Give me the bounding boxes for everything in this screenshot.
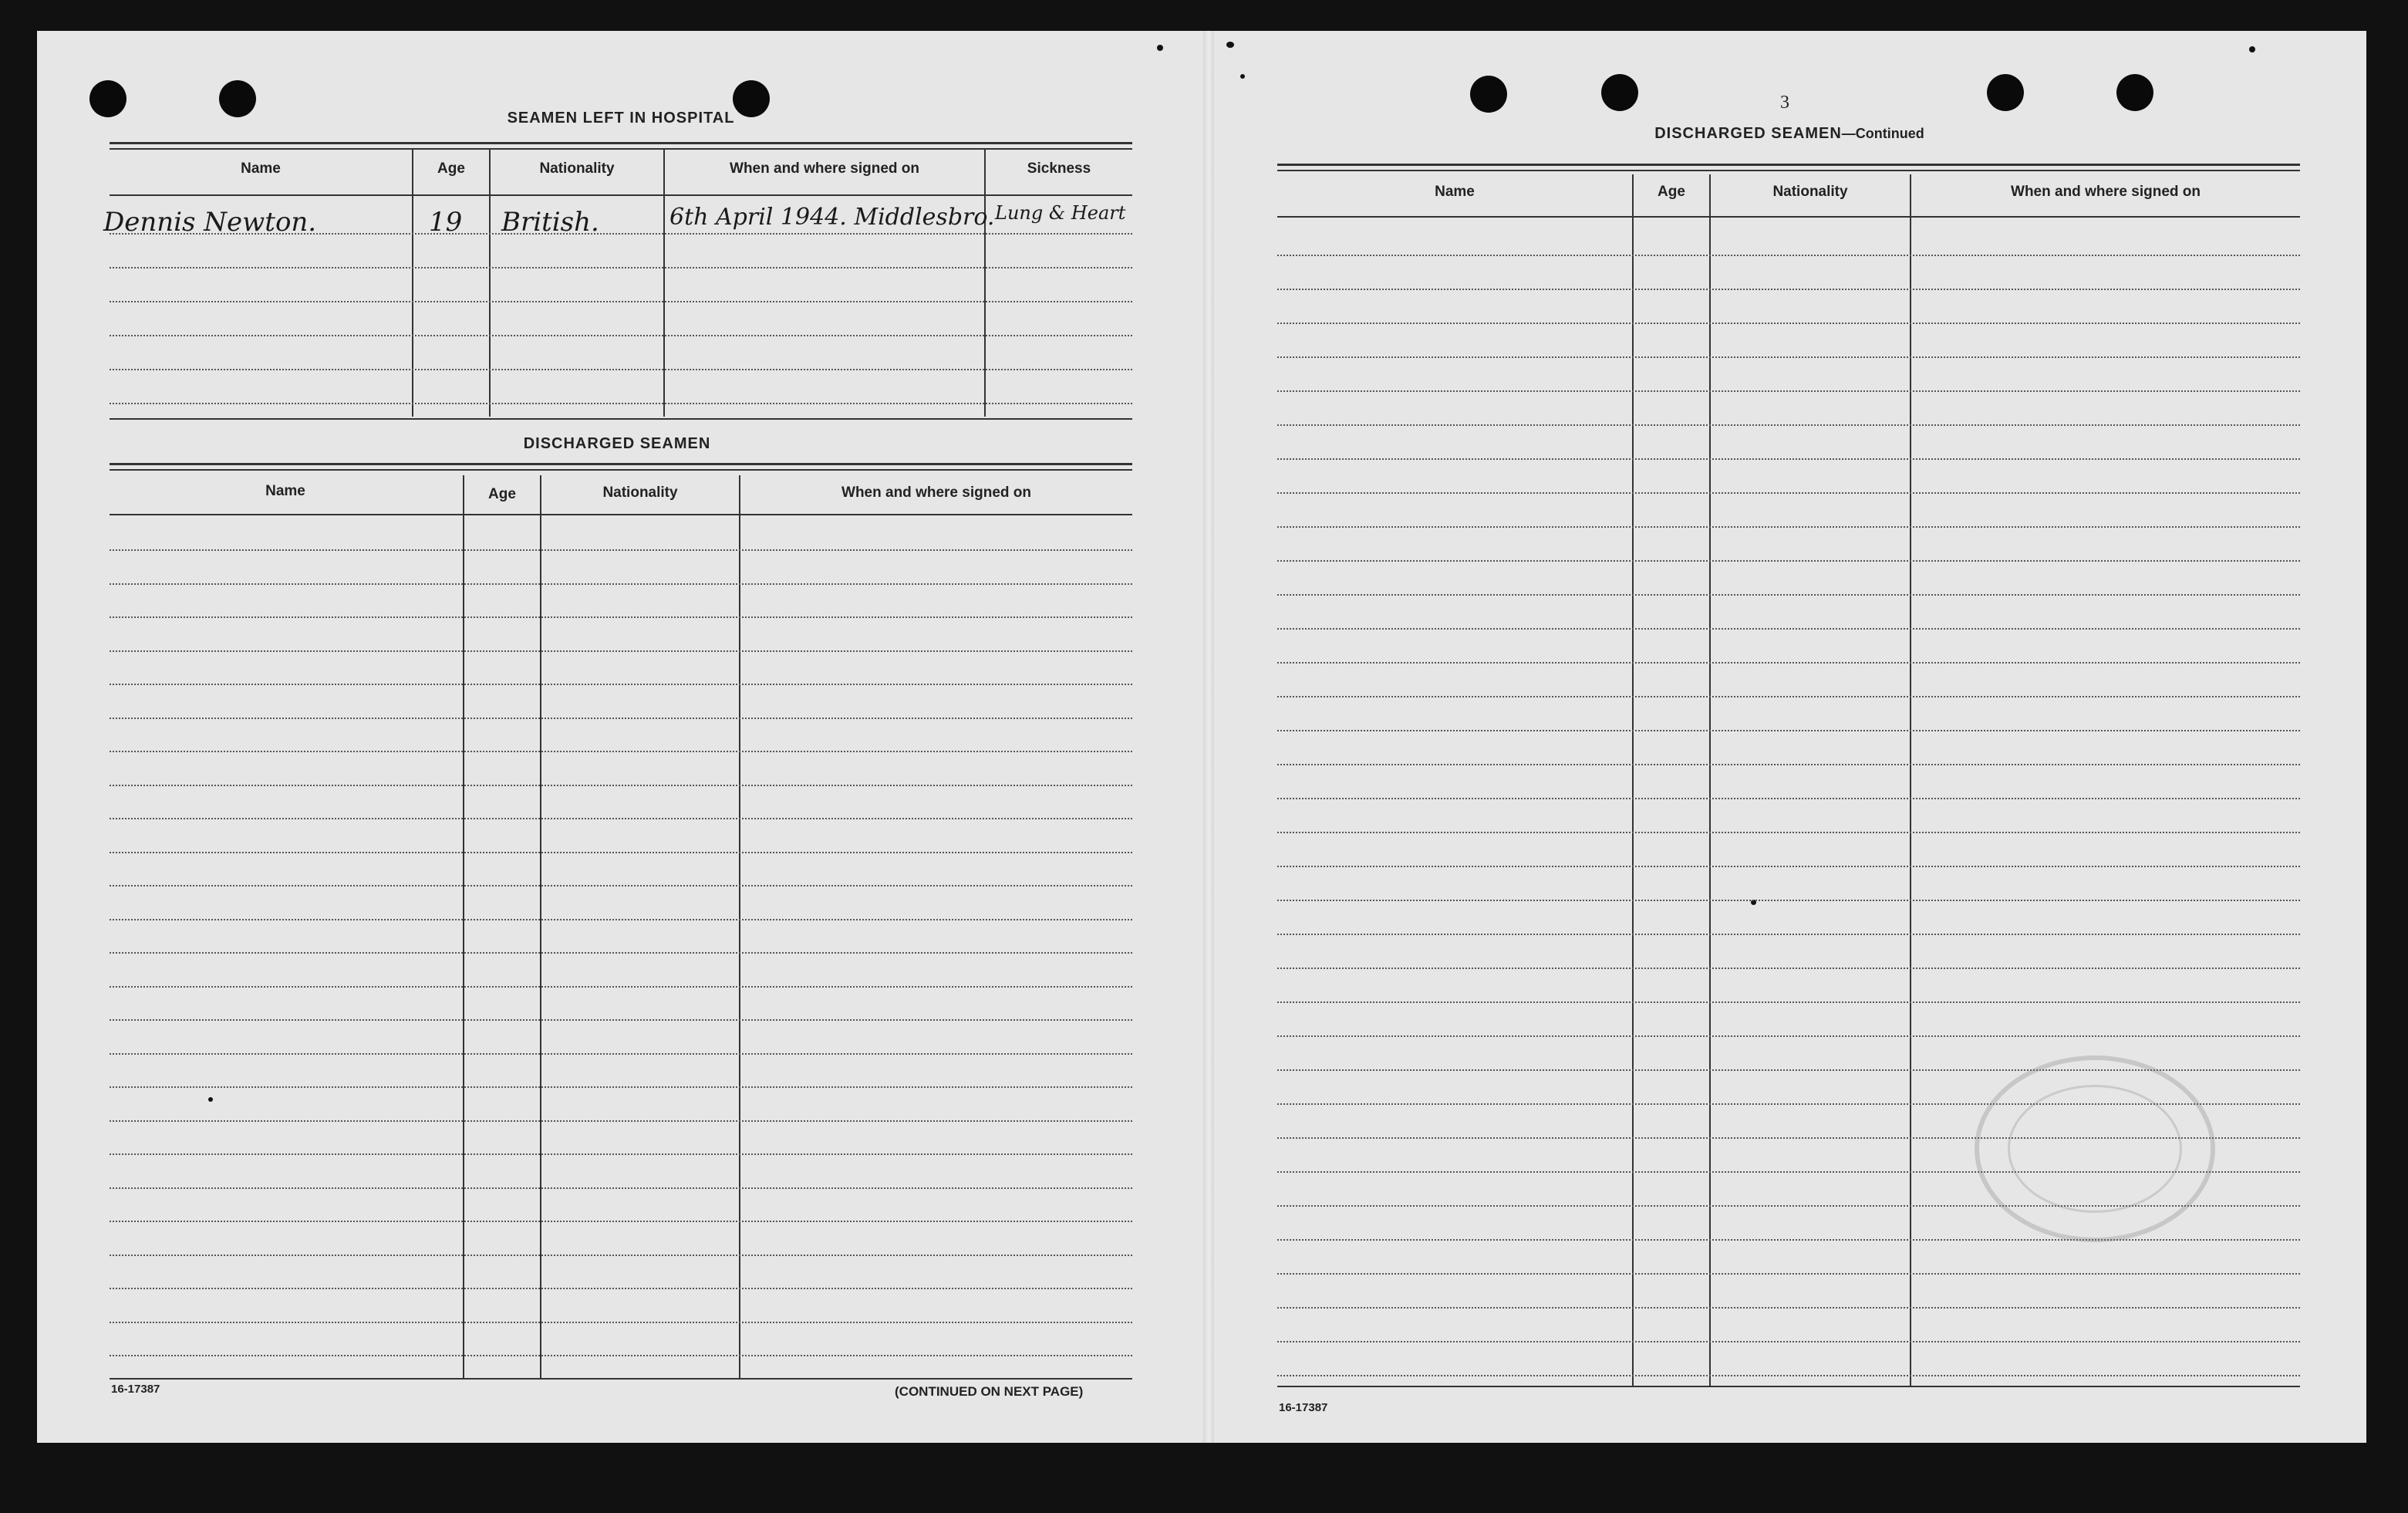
table-row-line — [1277, 424, 2300, 426]
hospital-table-bottom-rule — [110, 418, 1132, 420]
table-row-line — [1277, 492, 2300, 494]
discharged-table-top-rule — [110, 469, 1132, 471]
table-row-line — [110, 751, 1132, 752]
right-table-top-rule — [1277, 164, 2300, 166]
hospital-section-title: SEAMEN LEFT IN HOSPITAL — [507, 110, 735, 127]
hospital-header-sickness: Sickness — [1027, 160, 1091, 177]
table-row-line — [1277, 1307, 2300, 1309]
faded-stamp — [1975, 1055, 2215, 1242]
table-row-line — [1277, 594, 2300, 596]
faded-stamp-inner — [2008, 1085, 2182, 1213]
punch-hole — [2116, 74, 2153, 111]
speck — [2249, 46, 2255, 52]
hospital-header-age: Age — [437, 160, 465, 177]
table-row-line — [1277, 1273, 2300, 1275]
right-table-top-rule — [1277, 170, 2300, 171]
table-row-line — [110, 818, 1132, 819]
table-row-line — [1277, 968, 2300, 969]
speck — [1226, 42, 1234, 48]
table-row-line — [1277, 560, 2300, 562]
table-row-line — [110, 919, 1132, 920]
table-row-line — [110, 616, 1132, 618]
discharged-header-signed-on: When and where signed on — [841, 485, 1031, 501]
form-number-right: 16-17387 — [1279, 1401, 1328, 1414]
hospital-table-top-rule — [110, 142, 1132, 144]
punch-hole — [89, 80, 126, 117]
punch-hole — [1601, 74, 1638, 111]
table-row-line — [1277, 255, 2300, 256]
table-row-line — [1277, 1239, 2300, 1241]
table-row-line — [1277, 730, 2300, 731]
table-row-line — [110, 369, 1132, 370]
discharged-header-name: Name — [265, 483, 305, 499]
left-page — [37, 31, 1209, 1443]
table-row-line — [1277, 356, 2300, 358]
table-row-line — [110, 1153, 1132, 1155]
speck — [208, 1097, 213, 1102]
right-section-title — [1627, 125, 1951, 143]
punch-hole — [1987, 74, 2024, 111]
table-row-line — [1277, 628, 2300, 630]
table-row-line — [1277, 458, 2300, 460]
right-header-signed-on: When and where signed on — [2011, 184, 2201, 200]
table-row-line — [1277, 323, 2300, 324]
right-header-age: Age — [1658, 184, 1685, 200]
hospital-col-divider — [984, 148, 986, 417]
table-row-line — [110, 1187, 1132, 1189]
discharged-col-divider — [540, 475, 541, 1378]
table-row-line — [110, 986, 1132, 988]
table-row-line — [110, 952, 1132, 954]
speck — [1240, 74, 1245, 79]
hospital-row-age: 19 — [429, 207, 463, 238]
hospital-header-nationality: Nationality — [539, 160, 615, 177]
table-row-line — [1277, 900, 2300, 901]
hospital-row-signed-on: 6th April 1944. Middlesbro. — [669, 204, 995, 231]
hospital-row-name: Dennis Newton. — [103, 207, 317, 238]
table-row-line — [1277, 526, 2300, 528]
table-row-line — [110, 885, 1132, 887]
table-row-line — [110, 1019, 1132, 1021]
right-title-main: DISCHARGED SEAMEN — [1654, 125, 1842, 142]
discharged-section-title: DISCHARGED SEAMEN — [523, 435, 711, 452]
table-row-line — [110, 233, 1132, 235]
table-row-line — [110, 301, 1132, 302]
table-row-line — [1277, 798, 2300, 799]
discharged-header-bottom-rule — [110, 514, 1132, 515]
discharged-header-nationality: Nationality — [602, 485, 678, 501]
continued-note: (CONTINUED ON NEXT PAGE) — [895, 1384, 1084, 1399]
table-row-line — [1277, 289, 2300, 290]
table-row-line — [1277, 1001, 2300, 1003]
table-row-line — [1277, 390, 2300, 392]
table-row-line — [1277, 866, 2300, 867]
hospital-col-divider — [663, 148, 665, 417]
table-row-line — [1277, 696, 2300, 697]
table-row-line — [1277, 1341, 2300, 1342]
right-table-bottom-rule — [1277, 1386, 2300, 1387]
hospital-header-name: Name — [241, 160, 281, 177]
table-row-line — [1277, 1375, 2300, 1376]
right-header-nationality: Nationality — [1772, 184, 1848, 200]
right-header-bottom-rule — [1277, 216, 2300, 218]
table-row-line — [1277, 934, 2300, 935]
table-row-line — [110, 403, 1132, 404]
table-row-line — [110, 549, 1132, 551]
punch-hole — [219, 80, 256, 117]
table-row-line — [110, 785, 1132, 786]
form-number-left: 16-17387 — [111, 1383, 160, 1396]
page-number: 3 — [1780, 93, 1789, 113]
table-row-line — [110, 335, 1132, 336]
table-row-line — [110, 852, 1132, 853]
discharged-header-age: Age — [488, 486, 516, 502]
punch-hole — [1470, 76, 1507, 113]
table-row-line — [1277, 1035, 2300, 1037]
table-row-line — [110, 1288, 1132, 1289]
hospital-table-top-rule — [110, 148, 1132, 150]
table-row-line — [110, 650, 1132, 652]
table-row-line — [110, 1086, 1132, 1088]
discharged-table-top-rule — [110, 463, 1132, 465]
page-gutter — [1203, 31, 1214, 1443]
right-page — [1209, 31, 2366, 1443]
speck — [1157, 45, 1163, 51]
right-title-continued: —Continued — [1841, 126, 1924, 141]
right-header-name: Name — [1435, 184, 1475, 200]
hospital-row-nationality: British. — [501, 207, 599, 238]
table-row-line — [110, 1322, 1132, 1323]
discharged-table-bottom-rule — [110, 1378, 1132, 1380]
table-row-line — [110, 583, 1132, 585]
table-row-line — [1277, 832, 2300, 833]
table-row-line — [110, 1255, 1132, 1256]
table-row-line — [110, 1120, 1132, 1122]
table-row-line — [110, 1221, 1132, 1222]
table-row-line — [1277, 764, 2300, 765]
hospital-row-sickness: Lung & Heart — [995, 202, 1126, 224]
table-row-line — [110, 267, 1132, 268]
table-row-line — [110, 718, 1132, 719]
table-row-line — [1277, 662, 2300, 664]
discharged-col-divider — [739, 475, 740, 1378]
hospital-col-divider — [489, 148, 491, 417]
hospital-header-bottom-rule — [110, 194, 1132, 196]
hospital-col-divider — [412, 148, 413, 417]
table-row-line — [110, 1355, 1132, 1356]
discharged-col-divider — [463, 475, 464, 1378]
hospital-header-signed-on: When and where signed on — [730, 160, 919, 177]
table-row-line — [110, 1053, 1132, 1055]
table-row-line — [110, 684, 1132, 685]
